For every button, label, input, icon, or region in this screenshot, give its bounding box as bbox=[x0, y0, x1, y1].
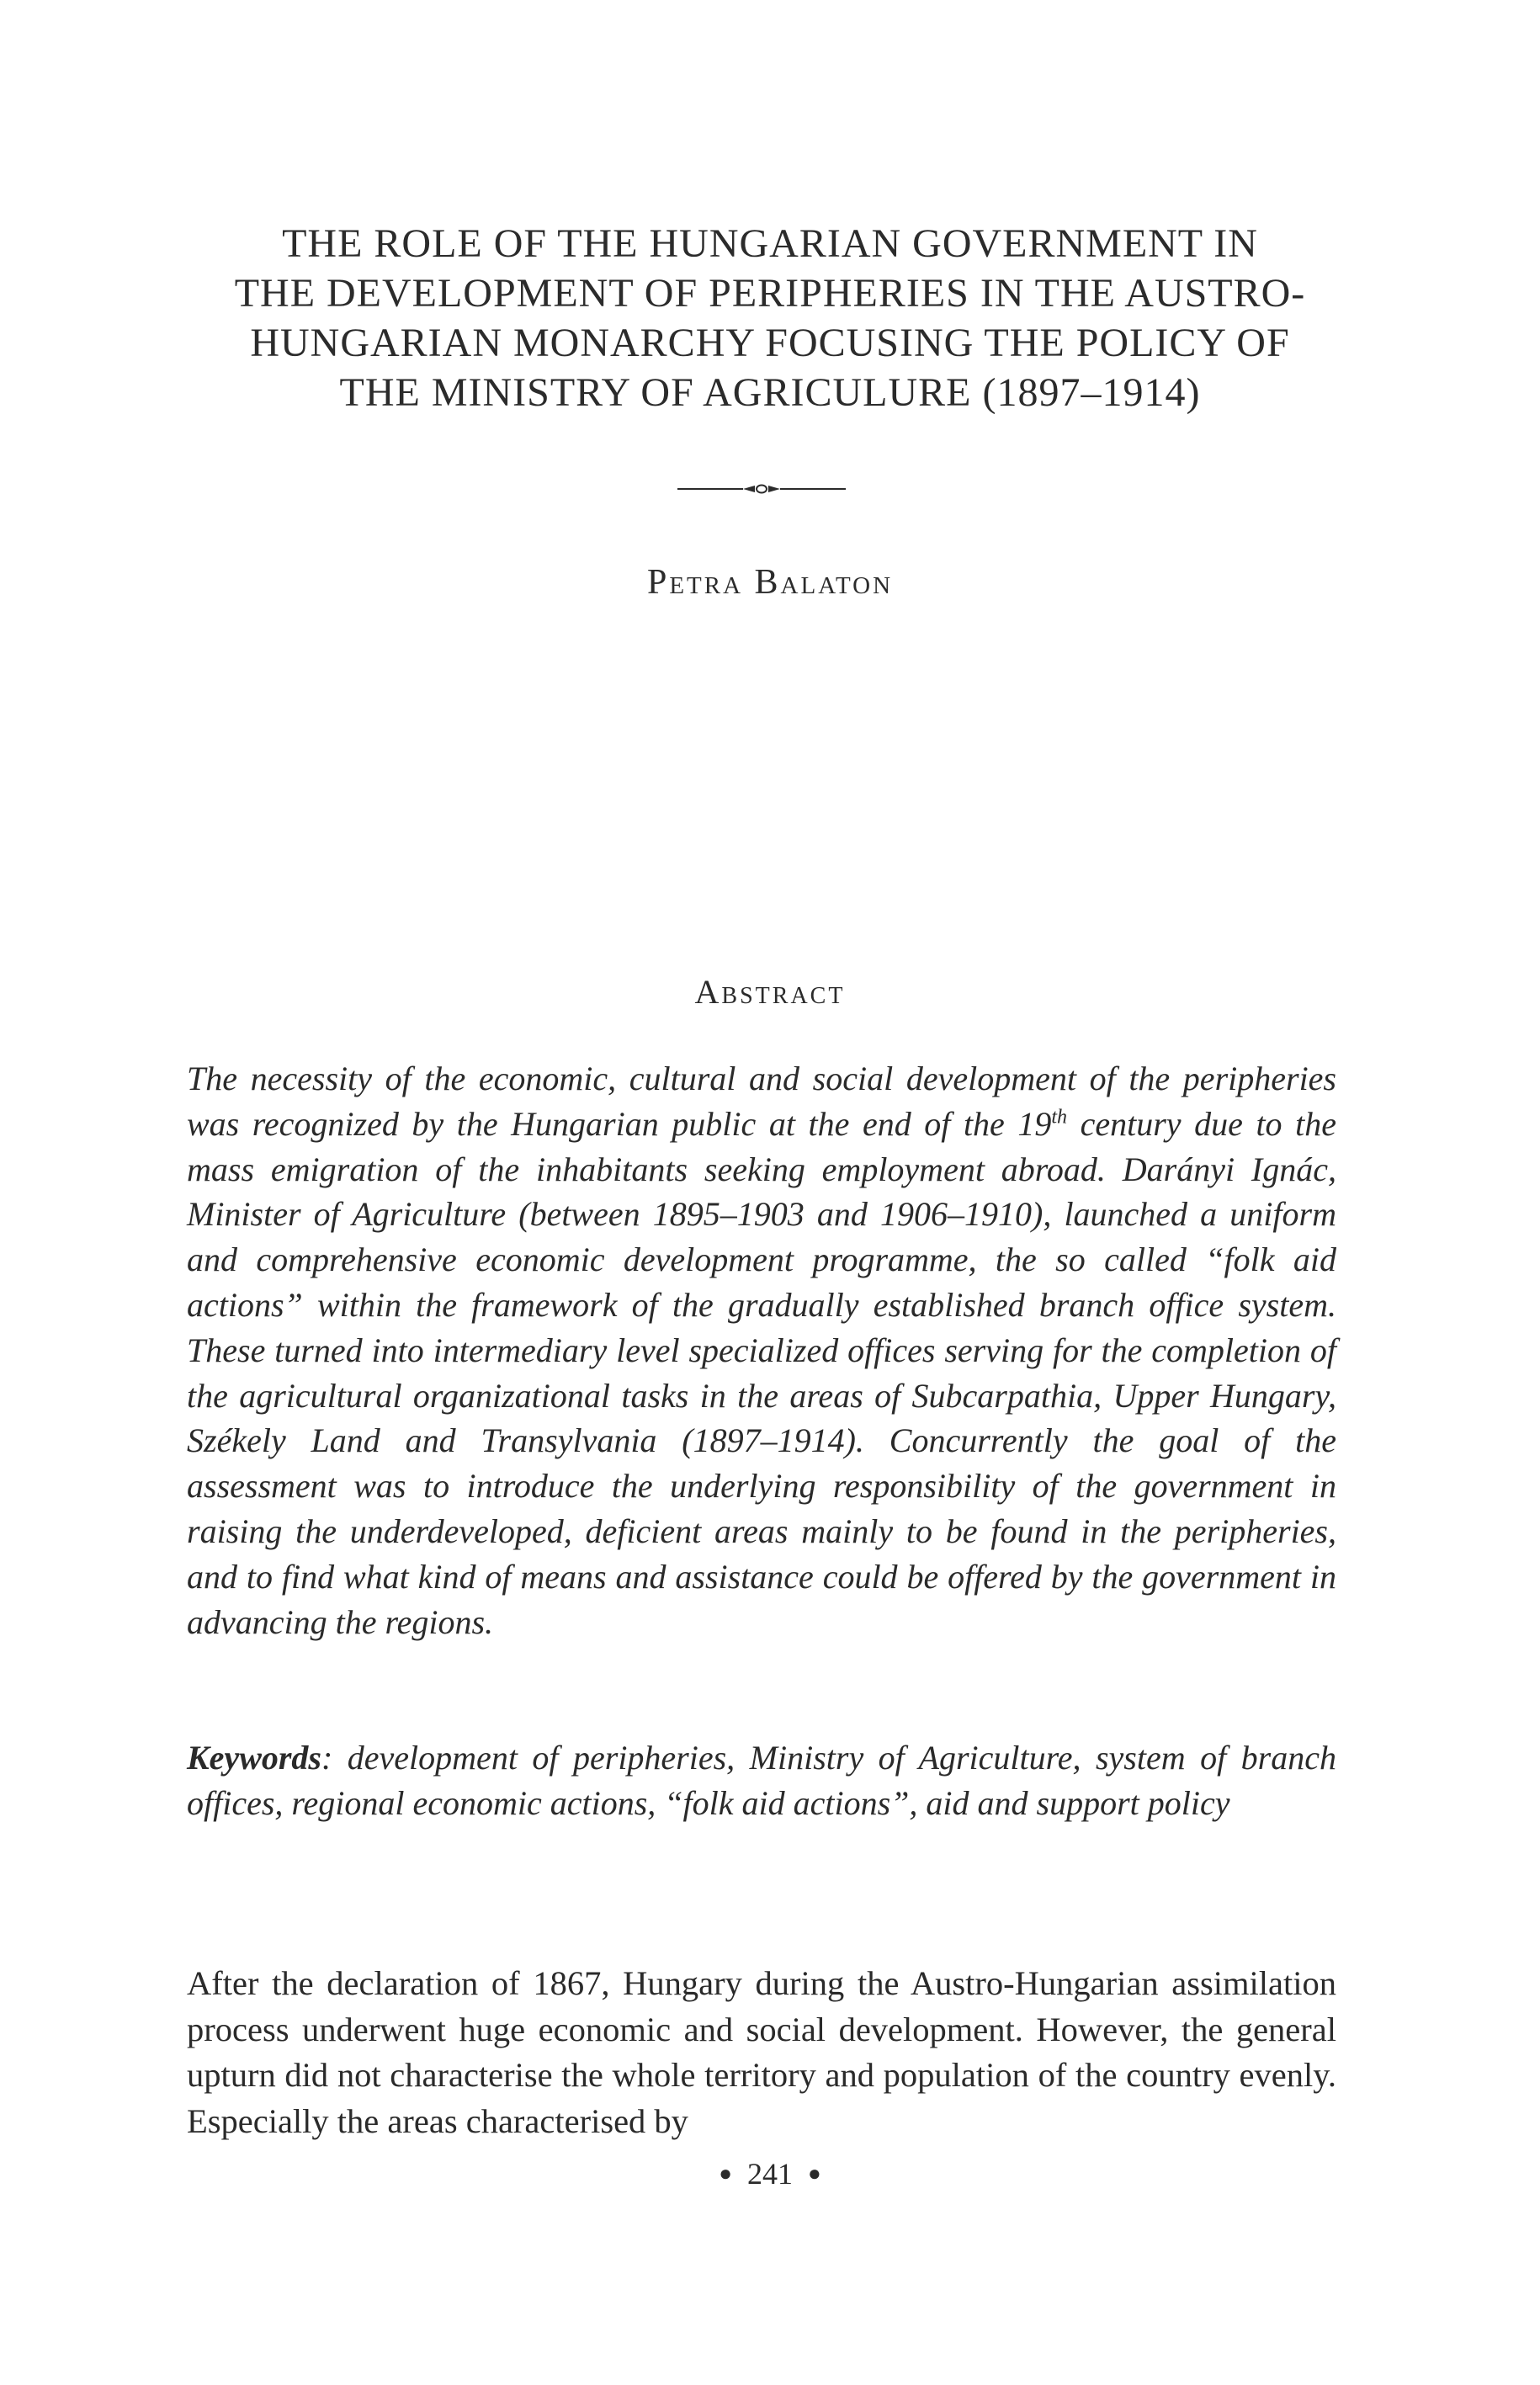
title-line: THE ROLE OF THE HUNGARIAN GOVERNMENT IN bbox=[282, 221, 1258, 266]
keywords-text: : development of peripheries, Ministry of Agriculture, system of branch offices, regional economic actions, “folk aid actions”, aid and support policy bbox=[187, 1739, 1336, 1822]
superscript-th: th bbox=[1051, 1106, 1068, 1129]
abstract-text-part: century due to the mass emigration of the inhabitants seeking employment abroad. Darányi Ignác, Minister of Agriculture (between 1895–1903 and 1906–1910), launched a uniform and comprehensive economic development programme, the so called “folk aid actions” within the framework of the gradually established branch office system. These turned into intermediary level specialized offices serving for the completion of the agricultural organizational tasks in the areas of Subcarpathia, Upper Hungary, Székely Land and Transylvania (1897–1914). Concurrently the goal of the assessment was to introduce the underlying responsibility of the government in raising the underdeveloped, deficient areas mainly to be found in the peripheries, and to find what kind of means and assistance could be offered by the government in advancing the regions. bbox=[187, 1104, 1336, 1641]
abstract-text-part: The necessity of the economic, cultural and social development of the peripheries was recognized by the Hungarian public at the end of the 19 bbox=[187, 1060, 1336, 1143]
author-name: Petra Balaton bbox=[646, 563, 894, 602]
abstract-text bbox=[187, 1056, 1336, 1644]
ornament-divider-icon bbox=[677, 480, 846, 498]
page-number: 241 bbox=[747, 2157, 793, 2191]
bullet-icon: ● bbox=[808, 2161, 821, 2186]
title-line: THE DEVELOPMENT OF PERIPHERIES IN THE AUSTRO- bbox=[234, 271, 1306, 316]
bullet-icon: ● bbox=[719, 2161, 732, 2186]
page-footer bbox=[0, 2156, 1540, 2191]
article-title bbox=[126, 219, 1414, 417]
keywords bbox=[187, 1735, 1336, 1826]
keywords-label: Keywords bbox=[187, 1739, 321, 1777]
body-paragraph: After the declaration of 1867, Hungary during the Austro-Hungarian assimilation process underwent huge economic and social development. However, the general upturn did not characterise the whole territory and population of the country evenly. Especially the areas characterised by bbox=[187, 1964, 1336, 2140]
title-line: THE MINISTRY OF AGRICULURE (1897–1914) bbox=[339, 370, 1201, 415]
abstract-heading: Abstract bbox=[694, 973, 846, 1011]
title-line: HUNGARIAN MONARCHY FOCUSING THE POLICY OF bbox=[250, 321, 1290, 365]
